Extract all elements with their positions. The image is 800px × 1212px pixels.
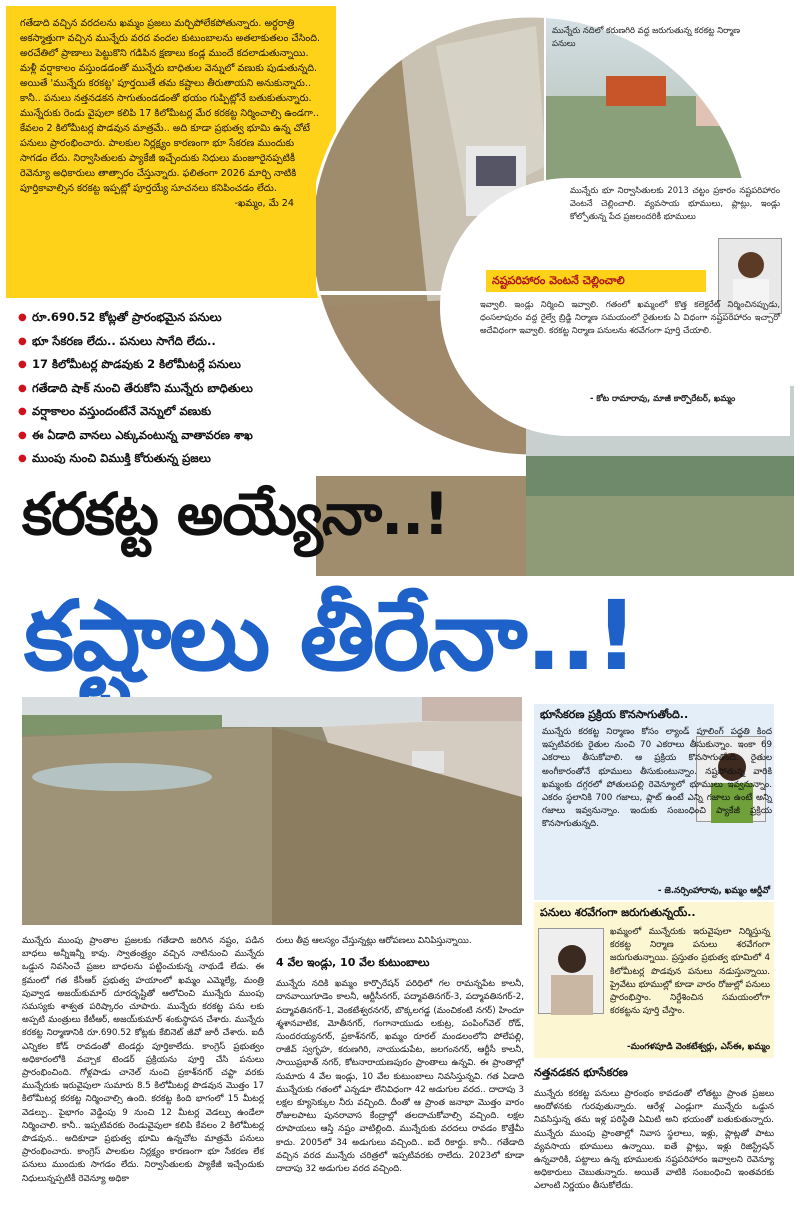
list-item: ● ఈ ఏడాది వానలు ఎక్కువంటున్న వాతావరణ శాఖ bbox=[18, 424, 318, 448]
quote1-byline: - కోట రామారావు, మాజీ కార్పొరేటర్, ఖమ్మం bbox=[590, 393, 736, 403]
headline-primary: కరకట్ట అయ్యేనా..! bbox=[22, 480, 449, 548]
portrait-photo-3 bbox=[538, 928, 604, 1014]
article-column-3 bbox=[534, 1066, 774, 1194]
box2-body: ఖమ్మంలో మున్నేరుకు ఇరువైపులా నిర్మిస్తున్న కరకట్ట నిర్మాణ పనులు శరవేగంగా జరుగుతున్నాయి. ప్రస్తుతం ప్రభుత్వ భూమిలో 4 కిలోమీటర్ల పొడవున పనులు నడుస్తున్నాయి. ప్రైవేటు భూముల్లో కూడా వారం రోజుల్లో పనులు ప్రారంభిస్తాం. నిర్దేశించిన సమయంలోగా కరకట్టను పూర్తి చేస్తాం. bbox=[610, 927, 770, 1017]
list-item: ● భూ సేకరణ లేదు.. పనులు సాగేది లేదు.. bbox=[18, 330, 318, 354]
col2-subhead: 4 వేల ఇండ్లు, 10 వేల కుటుంబాలు bbox=[276, 956, 430, 970]
highlights-list bbox=[18, 306, 318, 471]
box1-heading: భూసేకరణ ప్రక్రియ కొనసాగుతోంది.. bbox=[540, 708, 689, 721]
quote1-intro: మున్నేరు భూ నిర్వాసితులకు 2013 చట్టం ప్రకారం నష్టపరిహారం వెంటనే చెల్లించాలి. వ్యవసాయ భూములు, ప్లాట్లు, ఇండ్లు కోల్పోతున్న పేద ప్రజలందరికీ భూములు bbox=[570, 185, 780, 221]
box1-byline: - జె.నర్సింహారావు, ఖమ్మం ఆర్డీవో bbox=[657, 885, 770, 896]
article-column-2 bbox=[276, 935, 524, 1176]
box2-byline: -మంగళపూడి వెంకటేశ్వర్లు, ఎస్ఈ, ఖమ్మం bbox=[627, 1041, 770, 1052]
list-item: ● ముంపు నుంచి విముక్తి కోరుతున్న ప్రజలు bbox=[18, 447, 318, 471]
intro-dateline: -ఖమ్మం, మే 24 bbox=[234, 198, 294, 209]
quote1-heading: నష్టపరిహారం వెంటనే చెల్లించాలి bbox=[486, 270, 706, 292]
col2-lead: రులు తీవ్ర ఆలస్యం చేస్తున్నట్లు ఆరోపణలు వినిపిస్తున్నాయి. bbox=[276, 936, 472, 946]
box2-heading: పనులు శరవేగంగా జరుగుతున్నయ్.. bbox=[540, 906, 696, 919]
list-item: ● గతేడాది షాక్ నుంచి తేరుకోని మున్నేరు బాధితులు bbox=[18, 377, 318, 401]
col2-body: మున్నేరు నదికి ఖమ్మం కార్పొరేషన్ పరిధిలో గల రామన్నపేట కాలనీ, దానవాయిగూడెం కాలనీ, ఆర్టీసీనగర్, పద్మావతినగర్-3, పద్మావతినగర్-2, పద్మావతినగర్-1, వెంకటేశ్వరనగర్, బొక్కలగడ్డ (మంచికంటి నగర్) హిందూ శ్మశానవాటిక, మోతీనగర్, గంగానాయుడు లకుట్ర, పంపింగ్‌వెల్ రోడ్, సుందరయ్యనగర్, ప్రకాశ్‌నగర్, ఖమ్మం రూరల్ మండలంలోని పోలేపల్లి, రాజీవ్ స్వగృహ, కరుణగిరి, నాయుడుపేట, జలగంనగర్, ఆర్టీసీ కాలనీ, సాయిప్రభాత్ నగర్, కోటనారాయణపురం ప్రాంతాలు ఉన్నవి. ఈ ప్రాంతాల్లో సుమారు 4 వేల ఇండ్లు, 10 వేల కుటుంబాలు నివసిస్తున్నవి. గత ఏడాది మున్నేరుకు గతంలో ఎన్నడూ లేనివిధంగా 42 అడుగుల వరద.. దాదాపు 3 లక్షల క్యూసెక్కుల నీరు వచ్చింది. దీంతో ఆ ప్రాంత జనాభా మొత్తం వారం రోజులపాటు పునరావాస కేంద్రాల్లో తలదాచుకోవాల్సి వచ్చింది. లక్షల రూపాయలు ఆస్తి నష్టం వాటిల్లింది. మున్నేరుకు వరదలు రావడం కొత్తేమీ కాదు. 2005లో 34 అడుగులు వచ్చింది.. ఐదే రికార్డు. కానీ.. గతేడాది వచ్చిన వరద మున్నేరు చరిత్రలో ఇప్పటివరకు రాలేదు. 2023లో కూడా దాదాపు 32 అడుగుల వరద వచ్చింది. bbox=[276, 979, 524, 1175]
list-item: ● వర్షాకాలం వస్తుందంటేనే వెన్నులో వణుకు bbox=[18, 400, 318, 424]
quote-box-1 bbox=[440, 178, 790, 436]
photo-caption-top: మున్నేరు నదిలో కరుణగిరి వద్ద జరుగుతున్న కరకట్ట నిర్మాణ పనులు bbox=[552, 25, 740, 48]
intro-text: గతేడాది వచ్చిన వరదలను ఖమ్మం ప్రజలు మర్చిపోలేకపోతున్నారు. అర్ధరాత్రి అకస్మాత్తుగా వచ్చిన మున్నేరు వరద వందల కుటుంబాలను అతలాకుతలం చేసింది. అరచేతిలో ప్రాణాలు పెట్టుకొని గడిపిన క్షణాలు కండ్ల ముందే కదలాడుతున్నాయి. మళ్లీ వర్షాకాలం వస్తుండడంతో మున్నేరు బాధితుల వెన్నులో వణుకు పుడుతున్నది. అయితే 'మున్నేరు కరకట్ట' పూర్తయితే తమ కష్టాలు తీరుతాయని అనుకున్నారు.. కానీ.. పనులు నత్తనడకన సాగుతుండడంతో భయం గుప్పిట్లోనే బతుకుతున్నారు. మున్నేరుకు రెండు వైపులా కలిపి 17 కిలోమీటర్ల మేర కరకట్ట నిర్మించాల్సి ఉండగా.. కేవలం 2 కిలోమీటర్ల పొడవున మాత్రమే.. అది కూడా ప్రభుత్వ భూమి ఉన్న చోటే పనులు ప్రారంభించారు. పాలకుల నిర్లక్ష్యం కారణంగా భూ సేకరణ ముందుకు సాగడం లేదు. నిర్వాసితులకు ప్యాకేజీ ఇచ్చేందుకు నిధులు మంజూరైనప్పటికీ రెవెన్యూ అధికారులు తాత్సారం చేస్తున్నారు. ఫలితంగా 2026 మార్చి నాటికి పూర్తికావాల్సిన కరకట్ట ఇప్పట్లో పూర్తయ్యే సూచనలు కనిపించడం లేదు. bbox=[20, 18, 321, 194]
list-item: ● రూ.690.52 కోట్లతో ప్రారంభమైన పనులు bbox=[18, 306, 318, 330]
side-box-land-acquisition bbox=[534, 704, 774, 900]
side-box-works-progress bbox=[534, 902, 774, 1058]
article-column-1: మున్నేరు ముంపు ప్రాంతాల ప్రజలకు గతేడాది జరిగిన నష్టం, పడిన బాధలు అన్నీఇన్నీ కావు. స్వాతంత్ర్యం వచ్చిన నాటినుంచి మున్నేరు ఒడ్డున నివసించే ప్రజల బాధలను పట్టించుకున్న నాథుడే లేడు. ఈ క్రమంలో గత కేసీఆర్ ప్రభుత్వ హయాంలో ఖమ్మం ఎమ్మెల్యే, మంత్రి పువ్వాడ అజయ్‌కుమార్ దూరదృష్టితో ఆలోచించి మున్నేరు ముంపు సమస్యకు శాశ్వత పరిష్కారం చూపారు. మున్నేరు కరకట్ట పను లకు అప్పటి మంత్రులు కేటీఆర్, అజయ్‌కుమార్ శంకుస్థాపన చేశారు. మున్నేరు కరకట్ట నిర్మాణానికి రూ.690.52 కోట్లకు కేబినెట్ జీవో జారీ చేశారు. ఐదీ ఎన్నికల కోడ్ రావడంతో టెండర్లు పూర్తికాలేదు. కాంగ్రెస్ ప్రభుత్వం అధికారంలోకి వచ్చాక టెండర్ ప్రక్రియను పూర్తి చేసి పనులు ప్రారంభించింది. గోళ్లపాడు చానెల్ నుంచి ప్రకాశ్‌నగర్ చప్టా వరకు మున్నేరుకు ఇరువైపులా సుమారు 8.5 కిలోమీటర్ల పొడవున మొత్తం 17 కిలోమీటర్ల కరకట్ట నిర్మించాల్సి ఉంది. కరకట్ట కింది భాగంలో 15 మీటర్ల వెడల్పు.. పైభాగం వెడ్డింపు 9 నుంచి 12 మీటర్ల వెడల్పు ఉండేలా నిర్మించాలి. కానీ.. ఇప్పటివరకు రెండువైపులా కలిపి కేవలం 2 కిలోమీటర్ల పొడవున.. అదికూడా ప్రభుత్వ భూమి ఉన్నచోట మాత్రమే పనులు ప్రారంభించారు. కాంగ్రెస్ పాలకుల నిర్లక్ష్యం కారణంగా భూ సేకరణ లేక పనులు ముందుకు సాగడం లేదు. నిర్వాసితులకు ప్యాకేజీ ఇచ్చేందుకు నిధులున్నప్పటికీ రెవెన్యూ అధికా bbox=[22, 936, 264, 1184]
col3-subhead: నత్తనడకన భూసేకరణ bbox=[534, 1066, 628, 1079]
col3-body: మున్నేరు కరకట్ట పనులు ప్రారంభం కావడంతో లోతట్టు ప్రాంత ప్రజలు ఆందోళనకు గురవుతున్నారు. ఆరేళ్ల ఎండ్లుగా మున్నేరు ఒడ్డున నివసిస్తున్న తమ ఇళ్ల పరిస్థితి ఏమిటి అని భయంతో బతుకుతున్నారు. మున్నేరు ముంపు ప్రాంతాల్లో నివాస స్థలాలు, ఇళ్లు, ప్లాట్లతో పాటు వ్యవసాయ భూములు ఉన్నాయి. ఐతే ప్లాట్లు, ఇళ్లు రిజిస్ట్రేషన్ ఉన్నవారికి, పట్టాలు ఉన్న భూములకు నష్టపరిహారం ఇవ్వాలని రెవెన్యూ అధికారులు చెబుతున్నారు. అయితే వాటికి సంబంధించి ఇంతవరకు ఎలాంటి నిర్ణయం తీసుకోలేదు. bbox=[534, 1089, 774, 1192]
quote1-body: ఇవ్వాలి. ఇండ్లు నిర్మించి ఇవ్వాలి. గతంలో ఖమ్మంలో కొత్త కలెక్టరేట్ నిర్మించినప్పుడు, ధంసలాపురం వద్ద రైల్వే బ్రిడ్జి నిర్మాణ సమయంలో రైతులకు ఏ విధంగా నష్టపరిహారం ఇచ్చారో అదేవిధంగా ఇవ్వాలి. కరకట్ట నిర్మాణ పనులను శరవేగంగా పూర్తి చేయాలి. bbox=[480, 299, 780, 335]
riverbed-photo bbox=[22, 697, 522, 925]
box1-body: మున్నేరు కరకట్ట నిర్మాణం కోసం ల్యాండ్ పూలింగ్ పద్ధతి కింద ఇప్పటివరకు రైతుల నుంచి 70 ఎకరాలు తీసుకున్నాం. ఇంకా 69 ఎకరాలు తీసుకోవాలి. ఆ ప్రక్రియ కొనసాగుతోంది. రైతుల అంగీకారంతోనే భూములు తీసుకుంటున్నాం. నష్టపోతున్న వారికి ఖమ్మంకు దగ్గరలో పోతులపల్లి రెవెన్యూలో భూములు ఇవ్వనున్నాం. ఎకరం స్థలానికి 700 గజాలు, ప్లాట్ ఉంటే ఎన్ని గజాలు ఉంటే అన్ని గజాలు ఇవ్వనున్నాం. ఇందుకు సంబంధించి ప్యాకేజీ ప్రక్రియ కొనసాగుతున్నది. bbox=[542, 727, 772, 830]
intro-box bbox=[6, 6, 336, 298]
list-item: ● 17 కిలోమీటర్ల పొడవుకు 2 కిలోమీటర్లే పనులు bbox=[18, 353, 318, 377]
headline-secondary: కష్టాలు తీరేనా..! bbox=[24, 580, 637, 692]
